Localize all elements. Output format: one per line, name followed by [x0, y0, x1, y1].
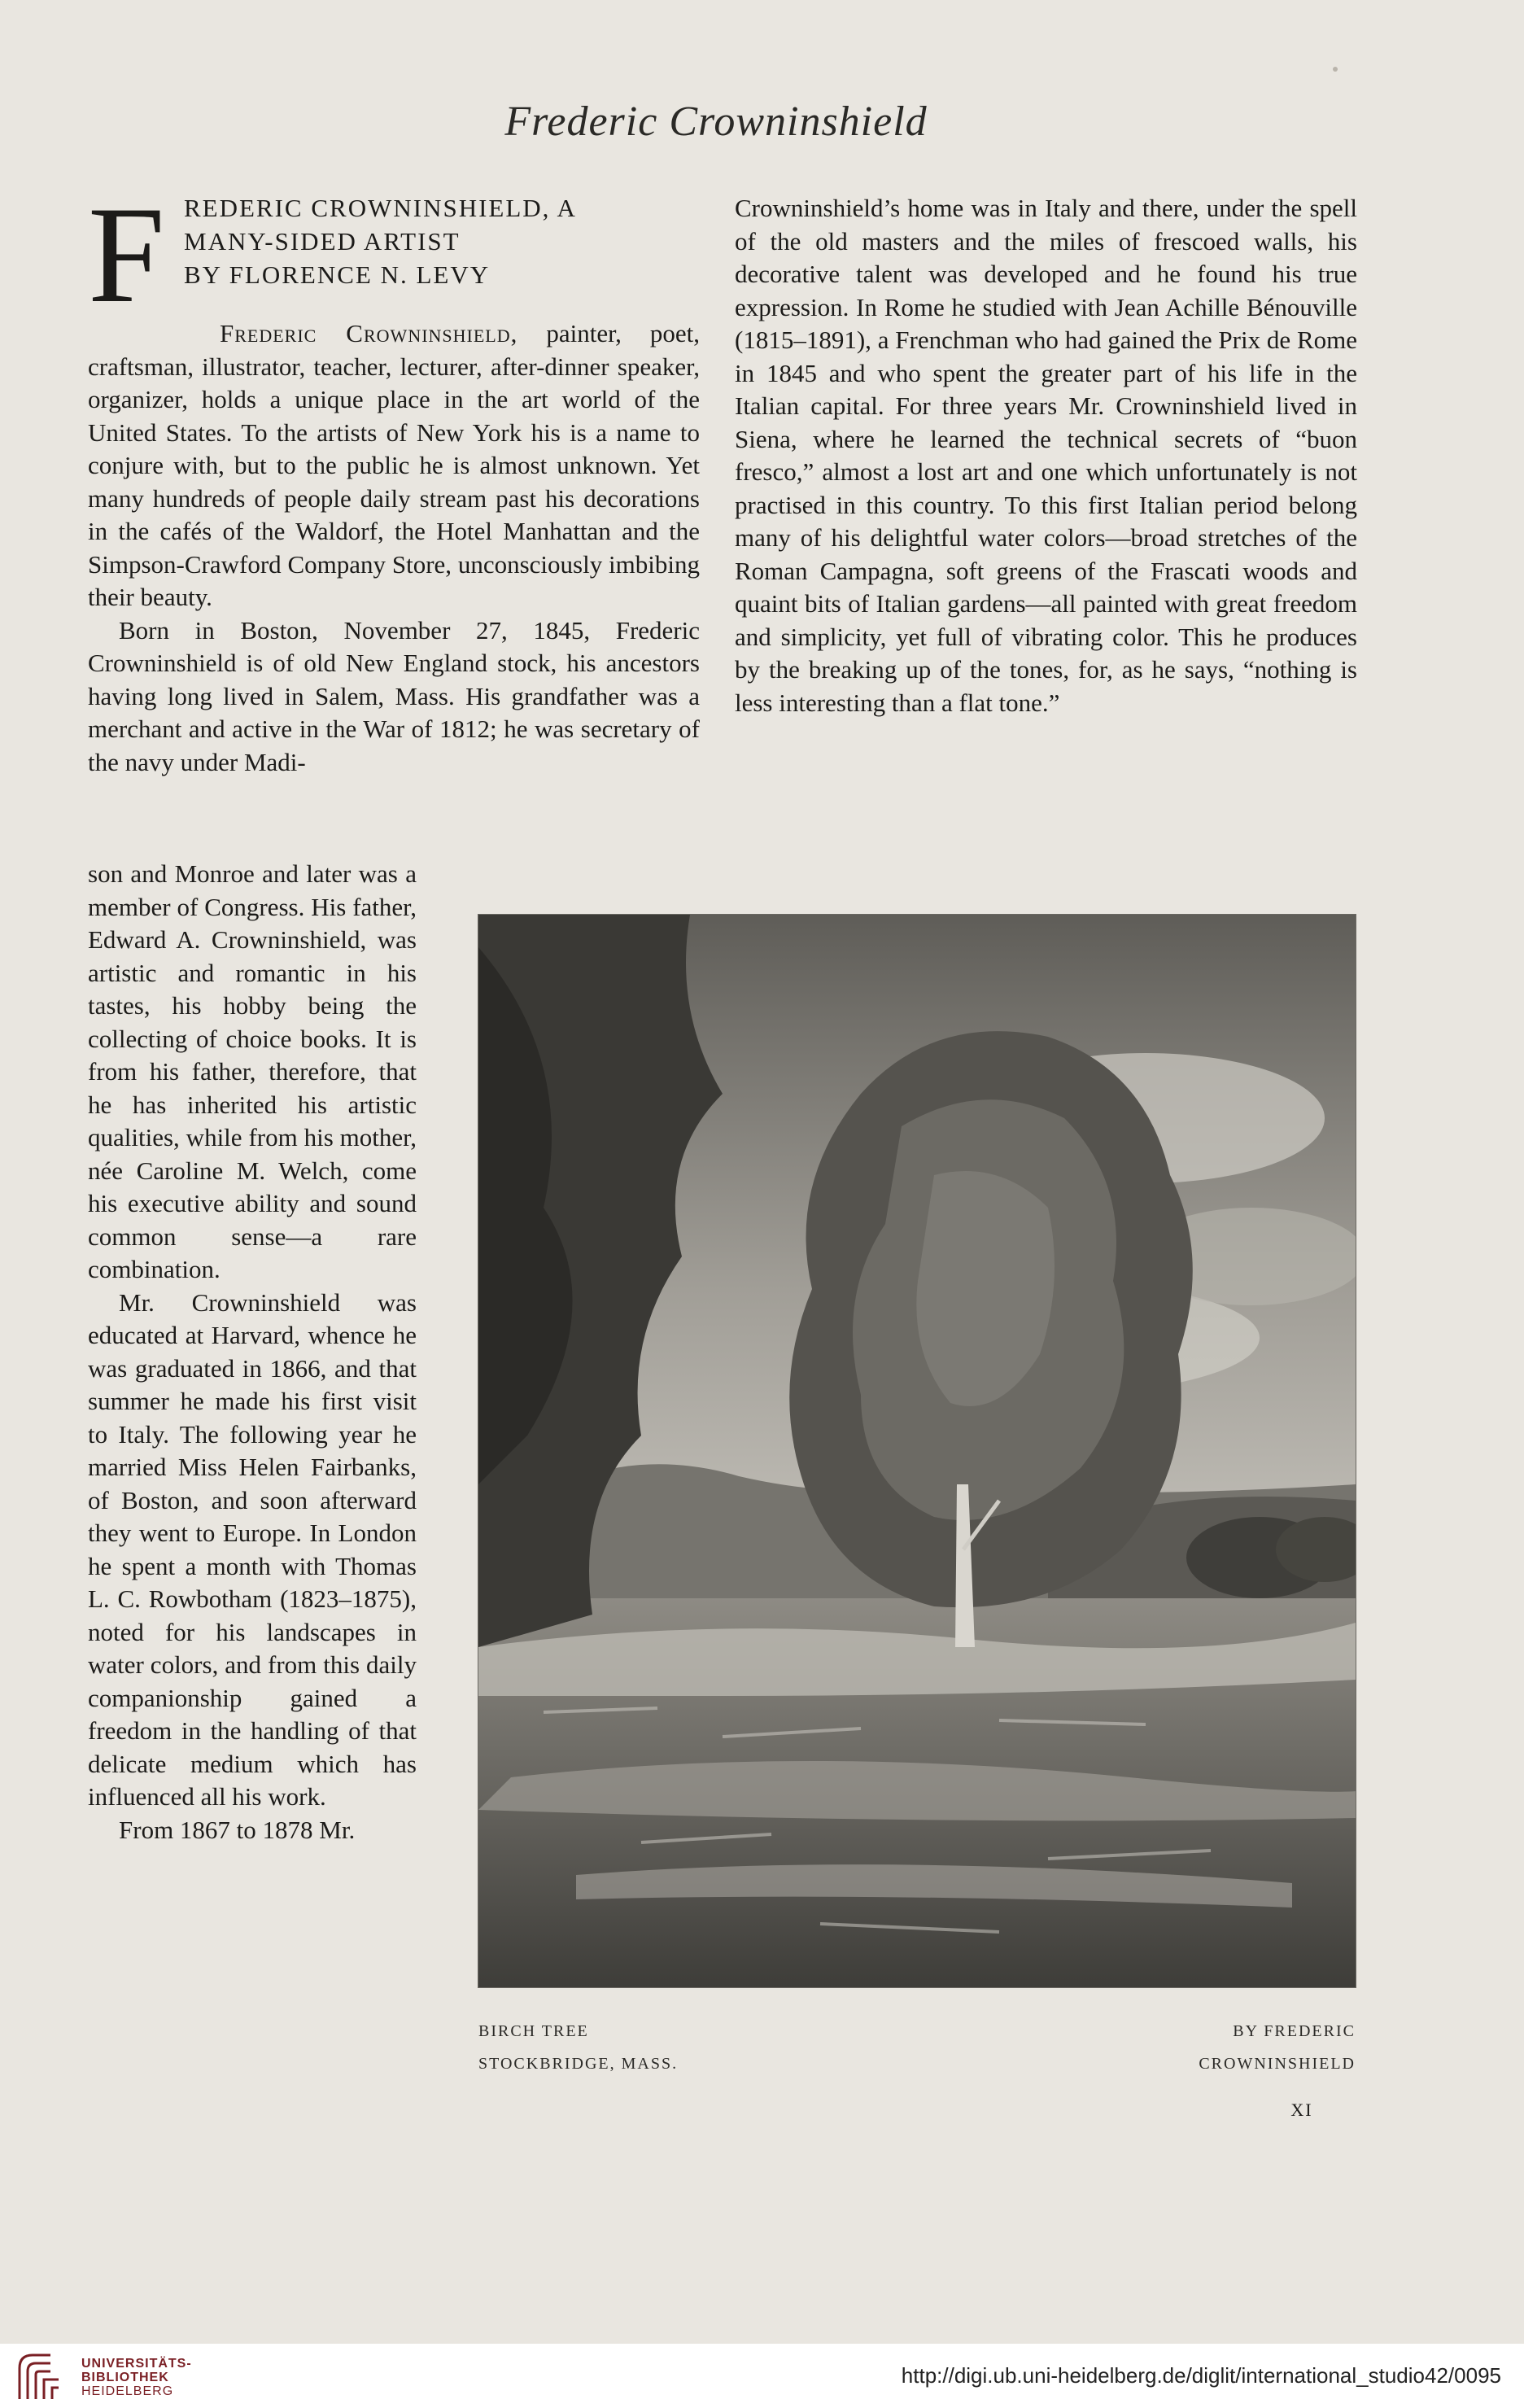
- library-name-line-3: HEIDELBERG: [81, 2384, 174, 2398]
- scan-speck: [1333, 67, 1338, 72]
- paragraph-2: Born in Boston, November 27, 1845, Frederic Crowninshield is of old New England stock, his ancestors having long lived in Salem, Mass. His grandfather was a merchant and active in the War of 1812; he was secretary of the navy under Madi-: [88, 615, 700, 776]
- library-name-line-1: UNIVERSITÄTS-: [81, 2357, 192, 2371]
- page-number: XI: [1290, 2100, 1313, 2120]
- drop-cap: F: [88, 178, 165, 331]
- caption-credit-1: BY FREDERIC: [1233, 2022, 1356, 2040]
- library-name-line-2: BIBLIOTHEK: [81, 2371, 169, 2384]
- paragraph-1: [88, 317, 700, 614]
- caption-credit-2: CROWNINSHIELD: [1199, 2055, 1356, 2073]
- caption-location: STOCKBRIDGE, MASS.: [478, 2055, 679, 2073]
- paragraph-1-text: painter, poet, craftsman, illustrator, teacher, lecturer, after-dinner speaker, organizer, holds a unique place in the art world of the United States. To the artists of New York his is a name to conjure with, but to the public he is almost unknown. Yet many hundreds of people daily stream past his decorations in the cafés of the Waldorf, the Hotel Manhattan and the Simpson-Crawford Company Store, unconsciously imbibing their beauty.: [88, 319, 701, 611]
- source-url-link[interactable]: http://digi.ub.uni-heidelberg.de/diglit/international_studio42/0095: [901, 2363, 1501, 2388]
- caption-title: BIRCH TREE: [478, 2022, 589, 2040]
- byline: BY FLORENCE N. LEVY: [184, 260, 491, 289]
- paragraph-4-start: From 1867 to 1878 Mr.: [119, 1815, 356, 1844]
- article-heading: [88, 178, 706, 331]
- paragraph-2-continued: son and Monroe and later was a member of Congress. His father, Edward A. Crowninshield, was artistic and romantic in his tastes, his hobby being the collecting of choice books. It is from his father, therefore, that he has inherited his artistic qualities, while from his mother, née Caroline M. Welch, come his executive ability and sound common sense—a rare combination.: [88, 859, 417, 1283]
- running-title: Frederic Crowninshield: [504, 98, 928, 145]
- digitization-footer: [0, 2344, 1524, 2408]
- painting-image: [478, 915, 1356, 1987]
- library-name: [81, 2357, 192, 2398]
- paragraph-1-lead: Frederic Crowninshield,: [220, 319, 518, 347]
- right-column: [735, 192, 1357, 719]
- library-logo-icon: [15, 2350, 63, 2402]
- heading-line-1: REDERIC CROWNINSHIELD, A: [184, 194, 577, 222]
- right-paragraph: Crowninshield’s home was in Italy and there, under the spell of the old masters and the miles of frescoed walls, his decorative talent was developed and he found his true expression. In Rome he studied with Jean Achille Bénouville (1815–1891), a Frenchman who had gained the Prix de Rome in 1845 and who spent the greater part of his life in the Italian capital. For three years Mr. Crowninshield lived in Siena, where he learned the technical secrets of “buon fresco,” almost a lost art and one which unfortunately is not practised in this country. To this first Italian period belong many of his delightful water colors—broad stretches of the Roman Campagna, soft greens of the Frascati woods and quaint bits of Italian gardens—all painted with great freedom and simplicity, yet full of vibrating color. This he produces by the breaking up of the tones, for, as he says, “nothing is less interesting than a flat tone.”: [735, 194, 1357, 717]
- left-column-top: [88, 317, 700, 779]
- heading-line-2: MANY-SIDED ARTIST: [184, 227, 461, 256]
- paragraph-3: Mr. Crowninshield was educated at Harvard, whence he was graduated in 1866, and that summer he made his first visit to Italy. The following year he married Miss Helen Fairbanks, of Boston, and soon afterward they went to Europe. In London he spent a month with Thomas L. C. Rowbotham (1823–1875), noted for his landscapes in water colors, and from this daily companionship gained a freedom in the handling of that delicate medium which has influenced all his work.: [88, 1287, 417, 1811]
- left-column-narrow: [88, 858, 417, 1846]
- figure-caption-left: [478, 2015, 678, 2080]
- birch-tree-painting: [478, 915, 1356, 1987]
- figure-caption-right: [1123, 2015, 1356, 2080]
